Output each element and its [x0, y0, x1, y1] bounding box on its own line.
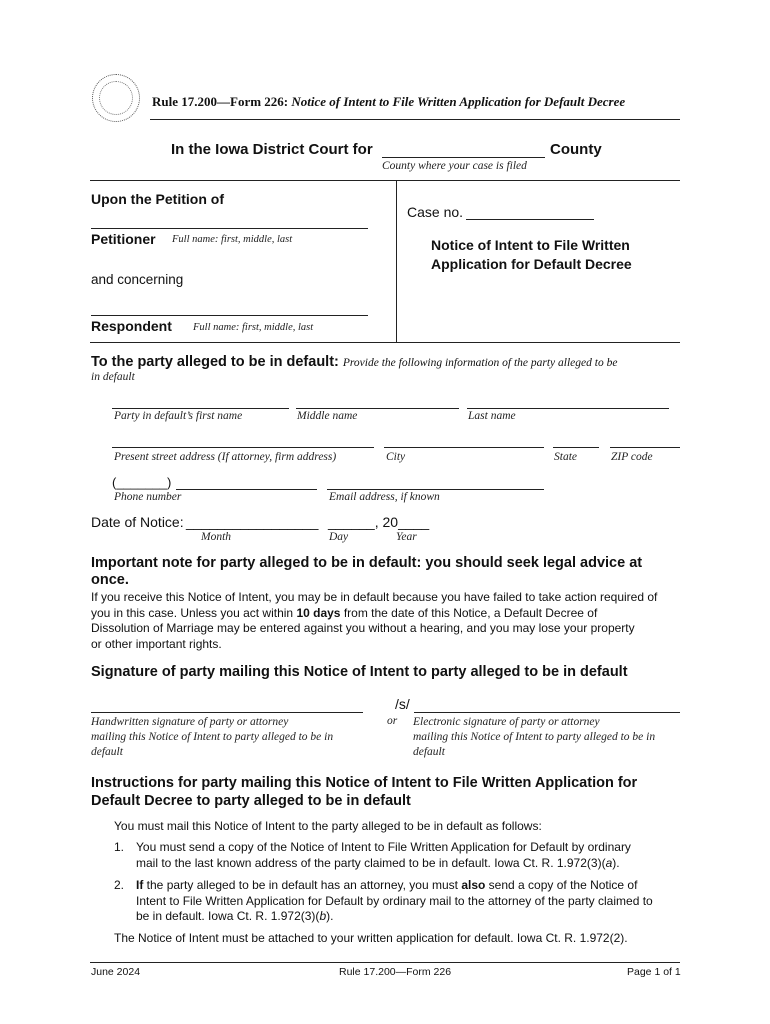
default-party-intro: [91, 353, 617, 371]
date-day-year-field[interactable]: ______, 20____: [328, 514, 430, 530]
city-field[interactable]: [384, 447, 544, 448]
city-label: City: [386, 451, 406, 463]
respondent-hint: Full name: first, middle, last: [193, 322, 314, 333]
default-party-heading: To the party alleged to be in default:: [91, 354, 339, 370]
footer-form: Rule 17.200—Form 226: [339, 966, 452, 978]
street-field[interactable]: [112, 447, 374, 448]
respondent-label: Respondent: [91, 318, 172, 334]
state-label: State: [554, 451, 577, 463]
email-label: Email address, if known: [329, 491, 440, 503]
upon-petition-label: Upon the Petition of: [91, 191, 224, 207]
court-suffix: County: [550, 141, 602, 158]
instructions-intro: You must mail this Notice of Intent to the party alleged to be in default as follows:: [114, 819, 542, 833]
last-name-field[interactable]: [467, 408, 669, 409]
electronic-label: Electronic signature of party or attorney mailing this Notice of Intent to party alleged to be in default: [413, 716, 656, 758]
doc-title-line2: Application for Default Decree: [431, 256, 632, 272]
year-label: Year: [396, 531, 417, 543]
caption-divider: [396, 180, 397, 342]
court-prefix: In the Iowa District Court for: [171, 141, 373, 158]
last-name-label: Last name: [468, 410, 516, 422]
respondent-name-field[interactable]: [91, 315, 368, 316]
date-of-notice-label: Date of Notice:: [91, 514, 184, 530]
doc-title-line1: Notice of Intent to File Written: [431, 237, 630, 253]
important-heading-line2: once.: [91, 572, 129, 588]
important-line4: or other important rights.: [91, 636, 222, 651]
instruction-item-1: 1. You must send a copy of the Notice of Intent to File Written Application for Default by ordinary mail to the last known address of the party claimed to be in default. Iowa Ct. R. 1.972(3)(a).: [114, 840, 631, 870]
day-label: Day: [329, 531, 349, 543]
case-no-field[interactable]: [466, 219, 594, 220]
important-line3: Dissolution of Marriage may be entered against you without a hearing, and you may lose your property: [91, 621, 635, 635]
or-label: or: [387, 715, 398, 727]
petitioner-name-field[interactable]: [91, 228, 368, 229]
ten-days: 10 days: [296, 605, 341, 620]
important-line1: If you receive this Notice of Intent, you may be in default because you have failed to take action required of: [91, 590, 658, 604]
county-field[interactable]: [382, 157, 545, 158]
petitioner-hint: Full name: first, middle, last: [172, 234, 293, 245]
first-name-field[interactable]: [112, 408, 289, 409]
county-label: County where your case is filed: [382, 160, 527, 172]
case-no-label: Case no.: [407, 204, 464, 220]
important-line2: you in this case. Unless you act within 10 days from the date of this Notice, a Default Decree of: [91, 605, 598, 620]
form-title: Notice of Intent to File Written Application for Default Decree: [291, 94, 626, 109]
caption-bottom-rule: [90, 342, 680, 343]
handwritten-signature-field[interactable]: [91, 712, 363, 713]
first-name-label: Party in default’s first name: [114, 410, 243, 422]
header-rule: [150, 119, 680, 120]
handwritten-label: Handwritten signature of party or attorney mailing this Notice of Intent to party alleged to be in default: [91, 716, 334, 758]
date-month-field[interactable]: _________________: [186, 514, 319, 530]
instructions-closing: The Notice of Intent must be attached to your written application for default. Iowa Ct. R. 1.972(2).: [114, 931, 628, 945]
rule-number: Rule 17.200—Form 226:: [152, 94, 292, 109]
electronic-signature-field[interactable]: [414, 712, 680, 713]
concerning-label: and concerning: [91, 272, 184, 287]
default-party-instruction: Provide the following information of the party alleged to be: [342, 357, 618, 369]
footer-date: June 2024: [91, 966, 141, 978]
phone-field[interactable]: [176, 489, 317, 490]
area-code-field[interactable]: (_______): [112, 475, 172, 490]
month-label: Month: [201, 531, 232, 543]
instructions-heading-line1: Instructions for party mailing this Notice of Intent to File Written Application for: [91, 775, 638, 791]
default-party-instruction-cont: in default: [91, 371, 135, 383]
s-mark: /s/: [395, 696, 410, 712]
caption-top-rule: [90, 180, 680, 181]
instruction-item-2: 2. If the party alleged to be in default has an attorney, you must also send a copy of the Notice of Intent to File Written Application for Default by ordinary mail to the attorney of the party claimed to be in default. Iowa Ct. R. 1.972(3)(b).: [114, 878, 653, 923]
phone-label: Phone number: [114, 491, 182, 503]
petitioner-label: Petitioner: [91, 231, 156, 247]
zip-field[interactable]: [610, 447, 680, 448]
form-header: [152, 94, 625, 110]
street-label: Present street address (If attorney, firm address): [114, 451, 337, 463]
important-heading-line1: Important note for party alleged to be in default: you should seek legal advice at: [91, 555, 643, 571]
important-body: [91, 590, 657, 652]
email-field[interactable]: [327, 489, 544, 490]
footer-rule: [90, 962, 680, 963]
instructions-heading-line2: Default Decree to party alleged to be in default: [91, 793, 411, 809]
zip-label: ZIP code: [611, 451, 653, 463]
footer-page: Page 1 of 1: [627, 966, 681, 978]
state-field[interactable]: [553, 447, 599, 448]
signature-heading: Signature of party mailing this Notice of Intent to party alleged to be in default: [91, 664, 628, 680]
middle-name-field[interactable]: [296, 408, 459, 409]
iowa-court-seal-icon: [92, 74, 140, 122]
item2-number: 2.: [114, 878, 125, 892]
middle-name-label: Middle name: [297, 410, 358, 422]
item1-number: 1.: [114, 840, 125, 854]
